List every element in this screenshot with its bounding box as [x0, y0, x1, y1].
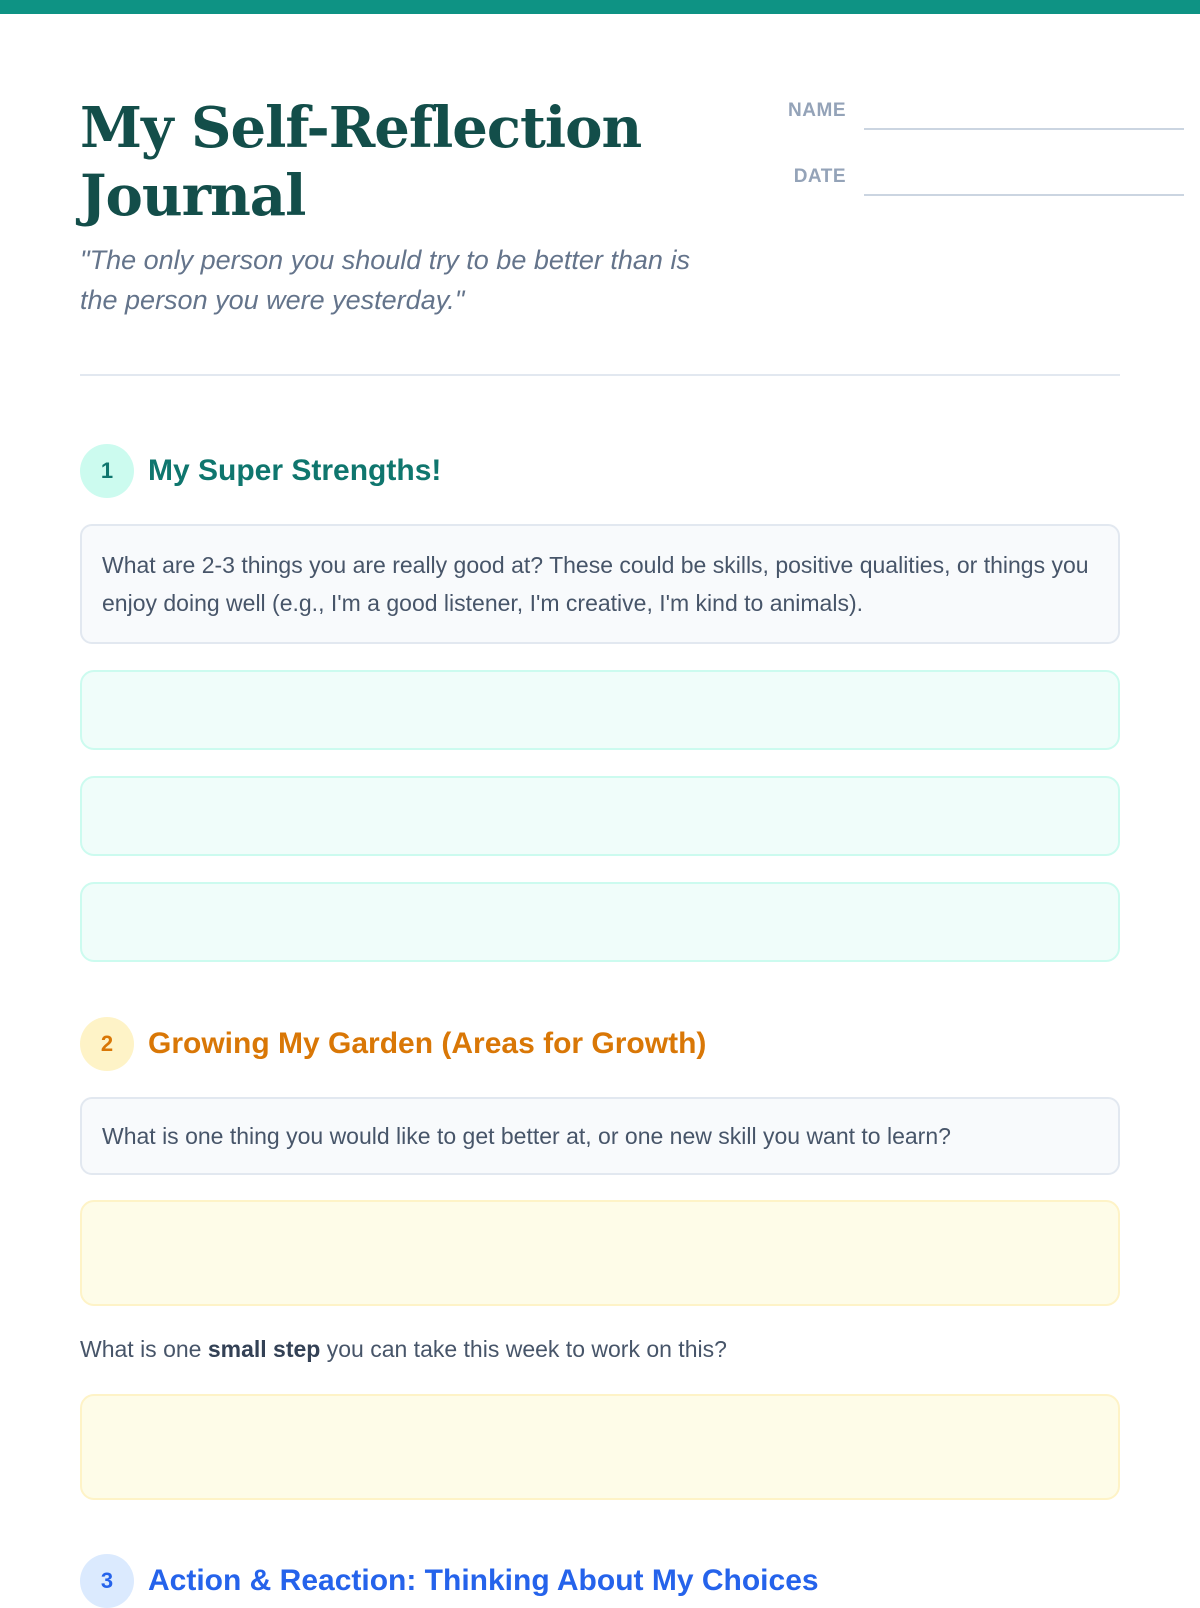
- strength-answer-box-2[interactable]: [80, 776, 1120, 856]
- small-step-prompt-text-end: you can take this week to work on this?: [320, 1336, 727, 1362]
- page-title: My Self-Reflection Journal: [80, 95, 642, 229]
- small-step-emphasis: small step: [207, 1336, 321, 1362]
- name-field-row: [720, 98, 1200, 164]
- section-title: Action & Reaction: Thinking About My Choices: [148, 1564, 819, 1597]
- name-field[interactable]: [864, 128, 1184, 130]
- name-label: NAME: [788, 100, 846, 121]
- small-step-prompt: [80, 1334, 727, 1364]
- journal-header: [80, 88, 1120, 328]
- section-number-badge: 2: [80, 1017, 134, 1071]
- name-date-fields: [720, 98, 1200, 230]
- strength-answer-box-3[interactable]: [80, 882, 1120, 962]
- small-step-prompt-text: What is one: [80, 1336, 208, 1362]
- section-heading-growth: [80, 1017, 1120, 1071]
- header-divider: [80, 374, 1120, 376]
- strength-answer-box-1[interactable]: [80, 670, 1120, 750]
- small-step-answer-box[interactable]: [80, 1394, 1120, 1500]
- date-field-row: [720, 164, 1200, 230]
- top-accent-bar: [0, 0, 1200, 14]
- growth-answer-box[interactable]: [80, 1200, 1120, 1306]
- date-label: DATE: [793, 166, 846, 187]
- motivational-quote: "The only person you should try to be better than is the person you were yesterday.": [80, 245, 690, 315]
- strengths-prompt: What are 2-3 things you are really good at? These could be skills, positive qualities, or things you enjoy doing well (e.g., I'm a good listener, I'm creative, I'm kind to animals).: [80, 524, 1120, 644]
- date-field[interactable]: [864, 194, 1184, 196]
- section-number-badge: 3: [80, 1554, 134, 1608]
- section-title: My Super Strengths!: [148, 454, 442, 487]
- section-title: Growing My Garden (Areas for Growth): [148, 1027, 707, 1060]
- section-number-badge: 1: [80, 444, 134, 498]
- growth-prompt: What is one thing you would like to get better at, or one new skill you want to learn?: [80, 1097, 1120, 1175]
- section-heading-strengths: [80, 444, 1120, 498]
